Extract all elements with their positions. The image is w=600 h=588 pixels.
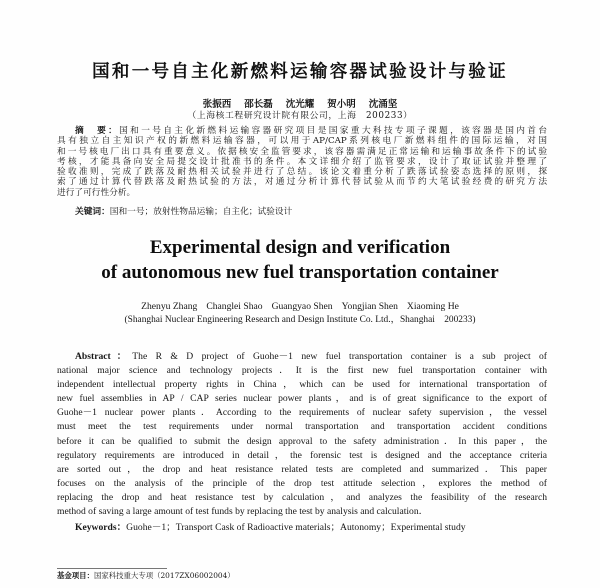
chinese-abstract-line: 考核，才能具备向安全局提交设计批准书的条件。本文详细介绍了监管要求，设计了取证试验并整理了 (57, 156, 547, 167)
english-abstract-line: method of saving a large amount of test funds by replacing the test by analysis and calculation． (57, 506, 429, 518)
english-abstract-label: Abstract： (75, 351, 133, 362)
chinese-abstract-label: 摘 要： (75, 126, 120, 136)
english-author-list (0, 301, 600, 313)
chinese-author: 邵长磊 (244, 99, 273, 110)
english-abstract-line: are sorted out，the drop and heat resistance related tests are completed and summarized．This paper (57, 463, 547, 475)
chinese-author: 贺小明 (327, 99, 356, 110)
english-author: Changlei Shao (206, 301, 263, 312)
english-title-line: Experimental design and verification (149, 237, 451, 258)
english-abstract-line: replacing the drop and heat resistance test by calculation，and analyzes the feasibility of the research (57, 491, 547, 503)
chinese-keywords-label: 关键词： (75, 206, 110, 217)
chinese-title: 国和一号自主化新燃料运输容器试验设计与验证 (92, 62, 508, 82)
english-keywords (57, 521, 547, 535)
chinese-author: 张振西 (202, 99, 232, 110)
chinese-abstract-line: 进行了可行性分析。 (57, 187, 136, 198)
funding-label: 基金项目： (57, 571, 94, 580)
english-author: Xiaoming He (406, 301, 459, 312)
chinese-abstract-line: 具有独立自主知识产权的新燃料运输容器，可以用于AP/CAP系列核电厂新燃料组件的国际运输，对国 (57, 136, 547, 147)
chinese-keywords (57, 207, 547, 218)
chinese-abstract-line: 索了通过计算代替跌落及耐热试验的方法，对通过分析计算代替试验从而节约大笔试验经费的研究方法 (57, 177, 547, 188)
chinese-abstract-line: 和一号核电厂出口具有重要意义。依据核安全监管要求，该容器需满足正常运输和运输事故条件下的试验 (57, 146, 547, 157)
english-abstract-line: focuses on the analysis of the principle of the drop test attitude selection，explores the method of (57, 477, 547, 489)
chinese-abstract (57, 126, 547, 198)
chinese-abstract-line: 验收准则，完成了跌落及耐热相关试验并进行了总结。该论文着重分析了跌落试验姿态选择的原则，探 (57, 167, 547, 178)
english-abstract-line: national major science and technology projects．It is the first new fuel transportation container with (57, 365, 547, 377)
english-abstract-line: before it can be qualified to submit the design approval to the safety administration．In this paper，the (57, 435, 547, 447)
english-affiliation: (Shanghai Nuclear Engineering Research and Design Institute Co. Ltd.，Shanghai 200233) (124, 314, 476, 325)
chinese-abstract-line (57, 126, 547, 136)
english-author: Zhenyu Zhang (141, 301, 198, 312)
funding-text: 国家科技重大专项（2017ZX06002004） (93, 571, 235, 580)
english-abstract-line: Guohe－1 nuclear power plants．According to the requirements of nuclear safety supervision，the vessel (57, 407, 547, 419)
chinese-keywords-text: 国和一号；放射性物品运输；自主化；试验设计 (109, 206, 293, 217)
english-title (0, 235, 600, 285)
english-abstract-text: The R & D project of Guohe－1 new fuel transportation container is a sub project of (132, 351, 548, 362)
chinese-affiliation: （上海核工程研究设计院有限公司，上海 200233） (187, 111, 413, 121)
english-abstract-line: regulatory requirements are introduced in detail，the forensic test is designed and the acceptance criteria (57, 449, 547, 461)
english-keywords-text: Guohe－1；Transport Cask of Radioactive materials；Autonomy；Experimental study (126, 521, 466, 533)
chinese-abstract-text: 国和一号自主化新燃料运输容器研究项目是国家重大科技专项子课题，该容器是国内首台 (119, 126, 547, 136)
chinese-author: 沈光耀 (285, 99, 315, 110)
footnote-divider (57, 568, 167, 569)
chinese-author-list (0, 99, 600, 111)
english-abstract (57, 350, 547, 519)
english-author: Guangyao Shen (271, 301, 333, 312)
chinese-author: 沈涌坚 (368, 99, 398, 110)
english-abstract-line: must meet the test requirements under normal transportation and transportation accident conditions (57, 421, 547, 433)
english-author: Yongjian Shen (341, 301, 398, 312)
english-title-line: of autonomous new fuel transportation container (101, 262, 499, 283)
english-abstract-line: independent intellectual property rights in China，which can be used for international transportation of (57, 379, 547, 391)
english-keywords-label: Keywords： (75, 521, 127, 533)
english-abstract-line: new fuel assemblies in AP / CAP series nuclear power plants，and is of great significance to the export of (57, 393, 547, 405)
funding-footnote (57, 571, 547, 581)
english-abstract-line (57, 350, 547, 364)
